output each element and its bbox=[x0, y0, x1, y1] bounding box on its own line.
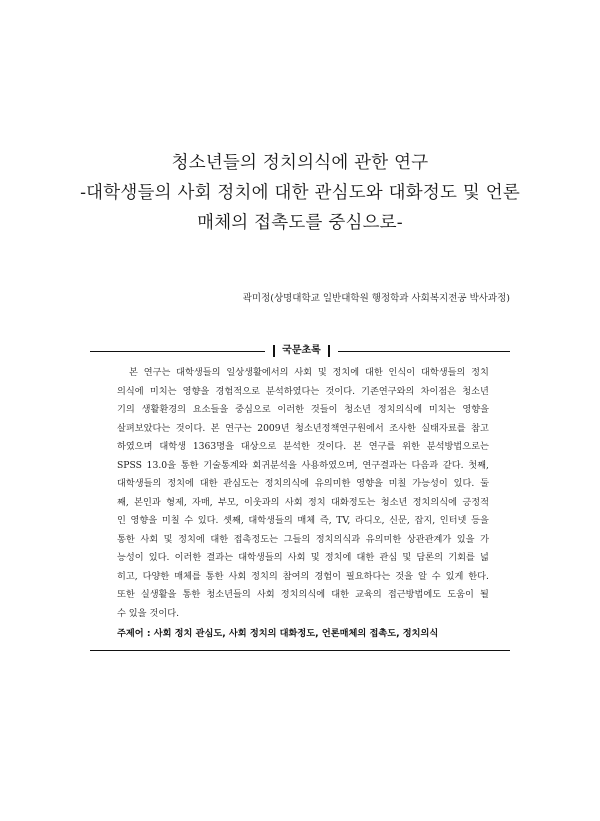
keywords: 주제어 : 사회 정치 관심도, 사회 정치의 대화정도, 언론매체의 접촉도, 정치의식 bbox=[117, 628, 439, 639]
author-affiliation: 곽미정(상명대학교 일반대학원 행정학과 사회복지전공 박사과정) bbox=[242, 293, 510, 304]
abstract-line: 능성이 있다. 이러한 결과는 대학생들의 사회 및 정치에 대한 관심 및 담론의 기회를 넓 bbox=[117, 552, 489, 563]
abstract-header bbox=[90, 343, 510, 359]
paper-subtitle-line-2: 매체의 접촉도를 중심으로- bbox=[197, 213, 403, 233]
abstract-line: 살펴보았다는 것이다. 본 연구는 2009년 청소년정책연구원에서 조사한 실태자료를 참고 bbox=[117, 422, 489, 434]
abstract-line: 또한 실생활을 통한 청소년들의 사회 정치의식에 대한 교육의 접근방법에도 도움이 될 bbox=[117, 589, 489, 600]
abstract-line: 의식에 미치는 영향을 경험적으로 분석하였다는 것이다. 기존연구와의 차이점은 청소년 bbox=[117, 385, 489, 397]
paper-title: 청소년들의 정치의식에 관한 연구 bbox=[171, 153, 429, 173]
abstract-line: 인 영향을 미칠 수 있다. 셋째, 대학생들의 매체 즉, TV, 라디오, 신문, 잡지, 인터넷 등을 bbox=[117, 515, 489, 526]
abstract-line: 하였으며 대학생 1363명을 대상으로 분석한 것이다. 본 연구를 위한 분석방법으로는 bbox=[117, 441, 489, 452]
abstract-line: 본 연구는 대학생들의 일상생활에서의 사회 및 정치에 대한 인식이 대학생들의 정치 bbox=[129, 367, 489, 378]
bottom-rule bbox=[90, 650, 510, 651]
abstract-body bbox=[117, 364, 489, 623]
paper-subtitle-line-1: -대학생들의 사회 정치에 대한 관심도와 대화정도 및 언론 bbox=[80, 183, 520, 203]
abstract-line: 째, 본인과 형제, 자매, 부모, 이웃과의 사회 정치 대화정도는 청소년 정치의식에 긍정적 bbox=[117, 496, 489, 508]
header-rule-right bbox=[338, 351, 510, 352]
header-rule-left bbox=[90, 351, 265, 352]
abstract-line: 히고, 다양한 매체를 통한 사회 정치의 참여의 경험이 필요하다는 것을 알 수 있게 한다. bbox=[117, 570, 489, 582]
abstract-line: SPSS 13.0을 통한 기술통계와 회귀분석을 사용하였으며, 연구결과는 다음과 같다. 첫째, bbox=[117, 459, 489, 471]
abstract-heading: 국문초록 bbox=[265, 344, 338, 358]
abstract-line: 통한 사회 및 정치에 대한 접촉정도는 그들의 정치의식과 유의미한 상관관계가 있을 가 bbox=[117, 533, 489, 545]
title-block bbox=[0, 148, 600, 238]
abstract-line: 수 있을 것이다. bbox=[117, 607, 180, 619]
abstract-line: 대학생들의 정치에 대한 관심도는 정치의식에 유의미한 영향을 미칠 가능성이 있다. 둘 bbox=[117, 478, 489, 489]
abstract-line: 기의 생활환경의 요소들을 중심으로 이러한 것들이 청소년 정치의식에 미치는 영향을 bbox=[117, 404, 489, 415]
